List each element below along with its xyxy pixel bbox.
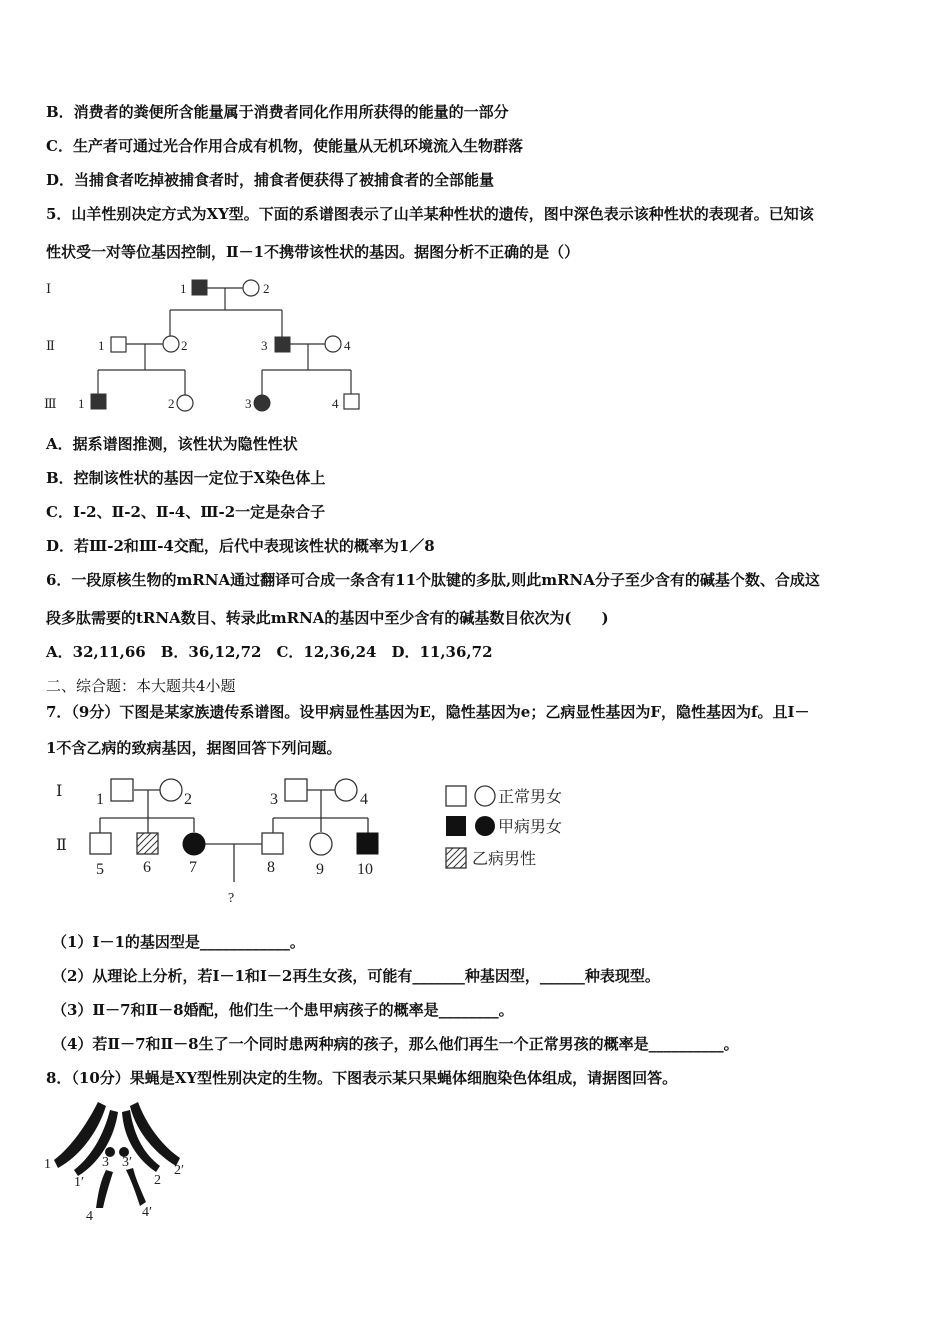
chromosome-4-prime — [126, 1168, 146, 1206]
legend-normal-male-icon — [446, 786, 466, 806]
q5-II-1-male — [111, 337, 126, 352]
q5-option-a: A．据系谱图推测，该性状为隐性性状 — [46, 435, 298, 453]
q8-chromosome-figure — [40, 1096, 200, 1226]
label-3-prime: 3′ — [122, 1155, 133, 1170]
q5-stem-line1: 5．山羊性别决定方式为XY型。下面的系谱图表示了山羊某种性状的遗传，图中深色表示该种性状的表现者。已知该 — [46, 205, 814, 223]
q7-sub-2: （2）从理论上分析，若Ⅰ－1和Ⅰ－2再生女孩，可能有_______种基因型，______种表现型。 — [52, 967, 660, 985]
q5-I-1-affected-male — [192, 280, 207, 295]
label-1-prime: 1′ — [74, 1175, 85, 1190]
q5-pedigree-figure — [40, 272, 380, 422]
q5-III-2-female — [177, 395, 193, 411]
q7-num-4: 4 — [360, 791, 368, 808]
q5-III-1-affected-male — [91, 394, 106, 409]
q8-stem: 8．（10分）果蝇是XY型性别决定的生物。下图表示某只果蝇体细胞染色体组成，请据图回答。 — [46, 1069, 678, 1087]
q5-option-b: B．控制该性状的基因一定位于X染色体上 — [46, 469, 326, 487]
label-2: 2 — [154, 1173, 161, 1188]
q5-II-2-female — [163, 336, 179, 352]
q5-III-4-male — [344, 394, 359, 409]
q5-II-4-female — [325, 336, 341, 352]
legend-yi-male-icon — [446, 848, 466, 868]
q7-I-3-normal-male — [285, 779, 307, 801]
q7-I-2-normal-female — [160, 779, 182, 801]
q7-num-6: 6 — [143, 859, 151, 876]
q4-option-d: D．当捕食者吃掉被捕食者时，捕食者便获得了被捕食者的全部能量 — [46, 171, 495, 189]
q5-num-II-1: 1 — [98, 338, 105, 353]
q5-gen-label-3: Ⅲ — [44, 396, 57, 411]
q5-num-III-4: 4 — [332, 396, 339, 411]
legend-yi-label: 乙病男性 — [472, 851, 537, 868]
chromosome-4 — [96, 1170, 113, 1208]
q7-II-9-normal-female — [310, 833, 332, 855]
label-2-prime: 2′ — [174, 1163, 185, 1178]
q7-II-6-yi-disease-male — [137, 833, 158, 854]
q7-I-1-normal-male — [111, 779, 133, 801]
q7-II-7-jia-disease-female — [183, 833, 205, 855]
q7-num-2: 2 — [184, 791, 192, 808]
q7-legend — [440, 778, 590, 878]
q7-II-5-normal-male — [90, 833, 111, 854]
q6-stem-line1: 6．一段原核生物的mRNA通过翻译可合成一条含有11个肽键的多肽,则此mRNA分子至少含有的碱基个数、合成这 — [46, 571, 820, 589]
q5-num-I-2: 2 — [263, 281, 270, 296]
legend-jia-label: 甲病男女 — [498, 819, 563, 836]
q5-num-III-3: 3 — [245, 396, 252, 411]
legend-jia-male-icon — [446, 816, 466, 836]
label-4: 4 — [86, 1209, 93, 1224]
q7-gen-label-2: Ⅱ — [56, 837, 67, 854]
q7-child-unknown: ? — [228, 891, 235, 906]
q7-II-8-normal-male — [262, 833, 283, 854]
q5-option-d: D．若Ⅲ-2和Ⅲ-4交配，后代中表现该性状的概率为1／8 — [46, 537, 435, 555]
q7-num-9: 9 — [316, 861, 324, 878]
q5-I-2-female — [243, 280, 259, 296]
q5-num-III-1: 1 — [78, 396, 85, 411]
chromosome-1 — [54, 1102, 106, 1168]
legend-normal-female-icon — [475, 786, 495, 806]
q7-gen-label-1: Ⅰ — [56, 783, 63, 800]
q5-num-II-4: 4 — [344, 338, 351, 353]
legend-normal-label: 正常男女 — [498, 789, 563, 806]
q5-num-I-1: 1 — [180, 281, 187, 296]
q7-num-1: 1 — [96, 791, 104, 808]
q7-pedigree-figure — [48, 770, 398, 912]
label-3: 3 — [102, 1155, 109, 1170]
q7-num-10: 10 — [357, 861, 373, 878]
q5-num-II-3: 3 — [261, 338, 268, 353]
q6-stem-line2: 段多肽需要的tRNA数目、转录此mRNA的基因中至少含有的碱基数目依次为( ) — [46, 609, 609, 627]
section2-heading: 二、综合题：本大题共4小题 — [46, 677, 236, 695]
chromosome-2-prime — [130, 1102, 180, 1166]
q4-option-c: C．生产者可通过光合作用合成有机物，使能量从无机环境流入生物群落 — [46, 137, 523, 155]
q5-option-c: C．I-2、Ⅱ-2、Ⅱ-4、Ⅲ-2一定是杂合子 — [46, 503, 326, 521]
q6-options: A．32,11,66 B．36,12,72 C．12,36,24 D．11,36,72 — [46, 643, 493, 661]
q7-num-3: 3 — [270, 791, 278, 808]
q5-II-3-affected-male — [275, 337, 290, 352]
q5-III-3-affected-female — [254, 395, 270, 411]
q7-sub-4: （4）若Ⅱ－7和Ⅱ－8生了一个同时患两种病的孩子，那么他们再生一个正常男孩的概率是__________。 — [52, 1035, 739, 1053]
q5-num-III-2: 2 — [168, 396, 175, 411]
q7-num-7: 7 — [189, 859, 197, 876]
q7-num-5: 5 — [96, 861, 104, 878]
q7-sub-3: （3）Ⅱ－7和Ⅱ－8婚配，他们生一个患甲病孩子的概率是________。 — [52, 1001, 514, 1019]
q7-II-10-jia-disease-male — [357, 833, 378, 854]
q5-gen-label-1: Ⅰ — [46, 281, 52, 296]
q7-num-8: 8 — [267, 859, 275, 876]
q4-option-b: B．消费者的粪便所含能量属于消费者同化作用所获得的能量的一部分 — [46, 103, 509, 121]
q7-stem-line1: 7．（9分）下图是某家族遗传系谱图。设甲病显性基因为E，隐性基因为e；乙病显性基因为F，隐性基因为f。且Ⅰ－ — [46, 703, 810, 721]
legend-jia-female-icon — [475, 816, 495, 836]
q5-stem-line2: 性状受一对等位基因控制，Ⅱ－1不携带该性状的基因。据图分析不正确的是（） — [46, 243, 580, 261]
q7-sub-1: （1）Ⅰ－1的基因型是____________。 — [52, 933, 305, 951]
q5-num-II-2: 2 — [181, 338, 188, 353]
label-1: 1 — [44, 1157, 51, 1172]
q7-stem-line2: 1不含乙病的致病基因，据图回答下列问题。 — [46, 739, 342, 757]
q5-gen-label-2: Ⅱ — [46, 338, 55, 353]
q7-I-4-normal-female — [335, 779, 357, 801]
label-4-prime: 4′ — [142, 1205, 153, 1220]
